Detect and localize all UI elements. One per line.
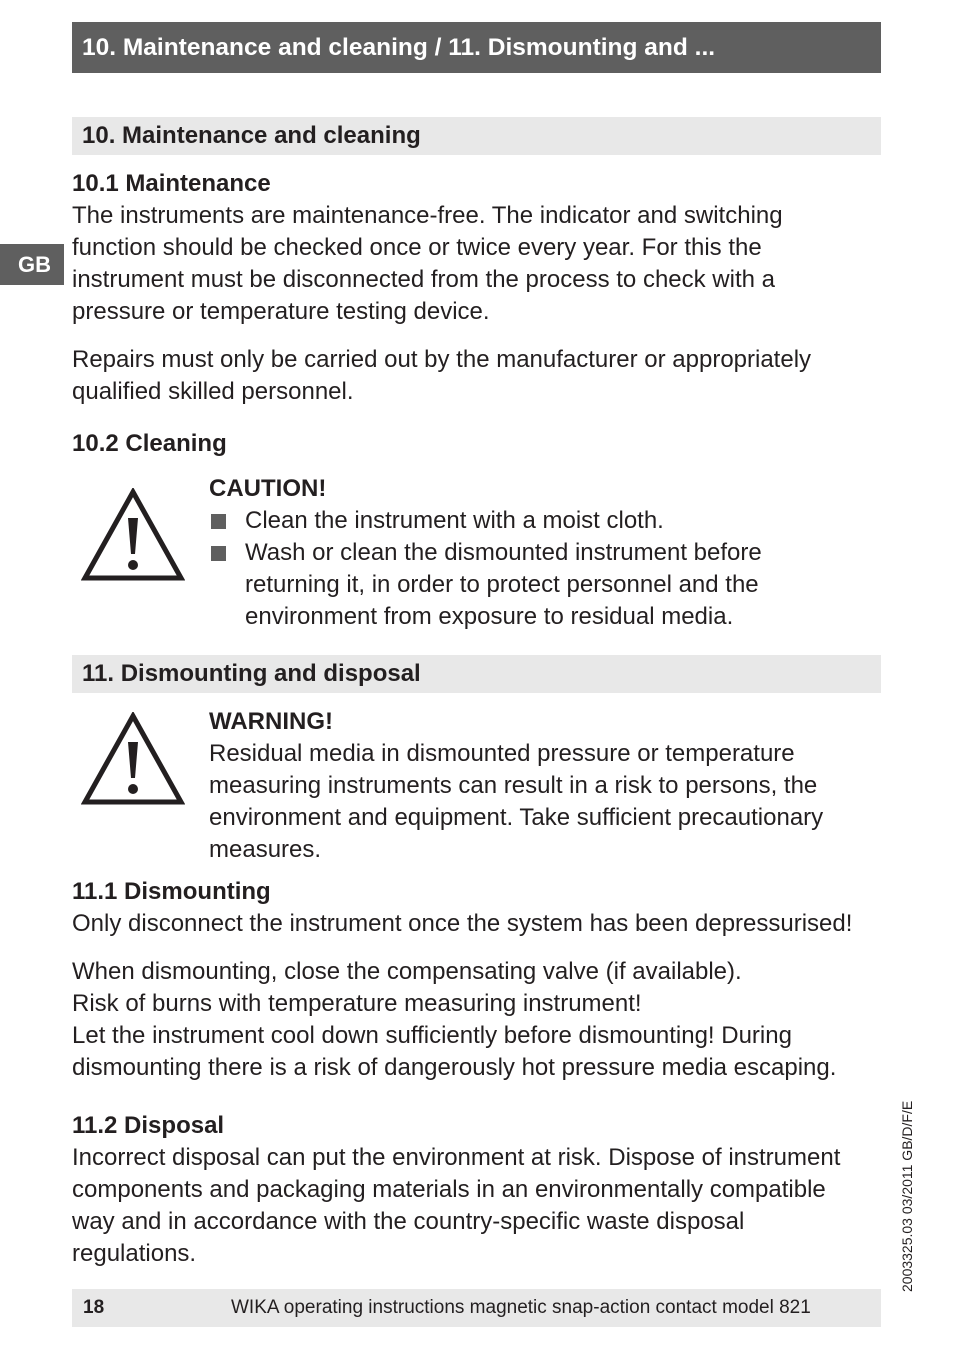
language-tab: GB [0,244,64,285]
caution-label: CAUTION! [209,475,327,502]
caution-bullet-1: Clean the instrument with a moist cloth. [245,507,664,534]
maintenance-heading: 10.1 Maintenance [72,170,271,197]
warning-triangle-icon [81,488,185,582]
page-number: 18 [83,1297,105,1318]
dismounting-text-line: dismounting there is a risk of dangerously hot pressure media escaping. [72,1054,837,1081]
cleaning-heading: 10.2 Cleaning [72,430,227,457]
repairs-text-line: Repairs must only be carried out by the manufacturer or appropriately [72,346,812,373]
footer-text: WIKA operating instructions magnetic snap-action contact model 821 [231,1297,811,1318]
maintenance-text-line: The instruments are maintenance-free. The indicator and switching [72,202,783,229]
maintenance-text-line: instrument must be disconnected from the process to check with a [72,266,775,293]
disposal-text-line: regulations. [72,1240,197,1267]
caution-bullet-2-line: returning it, in order to protect personnel and the [245,571,759,598]
document-code: 2003325.03 03/2011 GB/D/F/E [899,1100,915,1292]
dismounting-text-line: Risk of burns with temperature measuring instrument! [72,990,642,1017]
dismounting-text-line: Only disconnect the instrument once the system has been depressurised! [72,910,853,937]
maintenance-text-line: pressure or temperature testing device. [72,298,490,325]
page-header-title: 10. Maintenance and cleaning / 11. Dismounting and ... [72,22,881,73]
repairs-text-line: qualified skilled personnel. [72,378,354,405]
warning-label: WARNING! [209,708,333,735]
maintenance-text-line: function should be checked once or twice every year. For this the [72,234,762,261]
warning-text-line: measures. [209,836,322,863]
disposal-text-line: way and in accordance with the country-specific waste disposal [72,1208,745,1235]
caution-bullet-2-line: Wash or clean the dismounted instrument before [245,539,762,566]
section-11-title: 11. Dismounting and disposal [72,655,881,693]
disposal-text-line: Incorrect disposal can put the environment at risk. Dispose of instrument [72,1144,841,1171]
dismounting-text-line: Let the instrument cool down sufficiently before dismounting! During [72,1022,792,1049]
disposal-text-line: components and packaging materials in an environmentally compatible [72,1176,826,1203]
dismounting-heading: 11.1 Dismounting [72,878,271,905]
section-10-title: 10. Maintenance and cleaning [72,117,881,155]
bullet-square-icon [211,514,226,529]
warning-triangle-icon [81,712,185,806]
page-footer [72,1289,881,1327]
bullet-square-icon [211,546,226,561]
warning-text-line: environment and equipment. Take sufficient precautionary [209,804,824,831]
dismounting-text-line: When dismounting, close the compensating valve (if available). [72,958,742,985]
warning-text-line: measuring instruments can result in a risk to persons, the [209,772,818,799]
warning-text-line: Residual media in dismounted pressure or temperature [209,740,795,767]
caution-bullet-2-line: environment from exposure to residual media. [245,603,734,630]
disposal-heading: 11.2 Disposal [72,1112,225,1139]
